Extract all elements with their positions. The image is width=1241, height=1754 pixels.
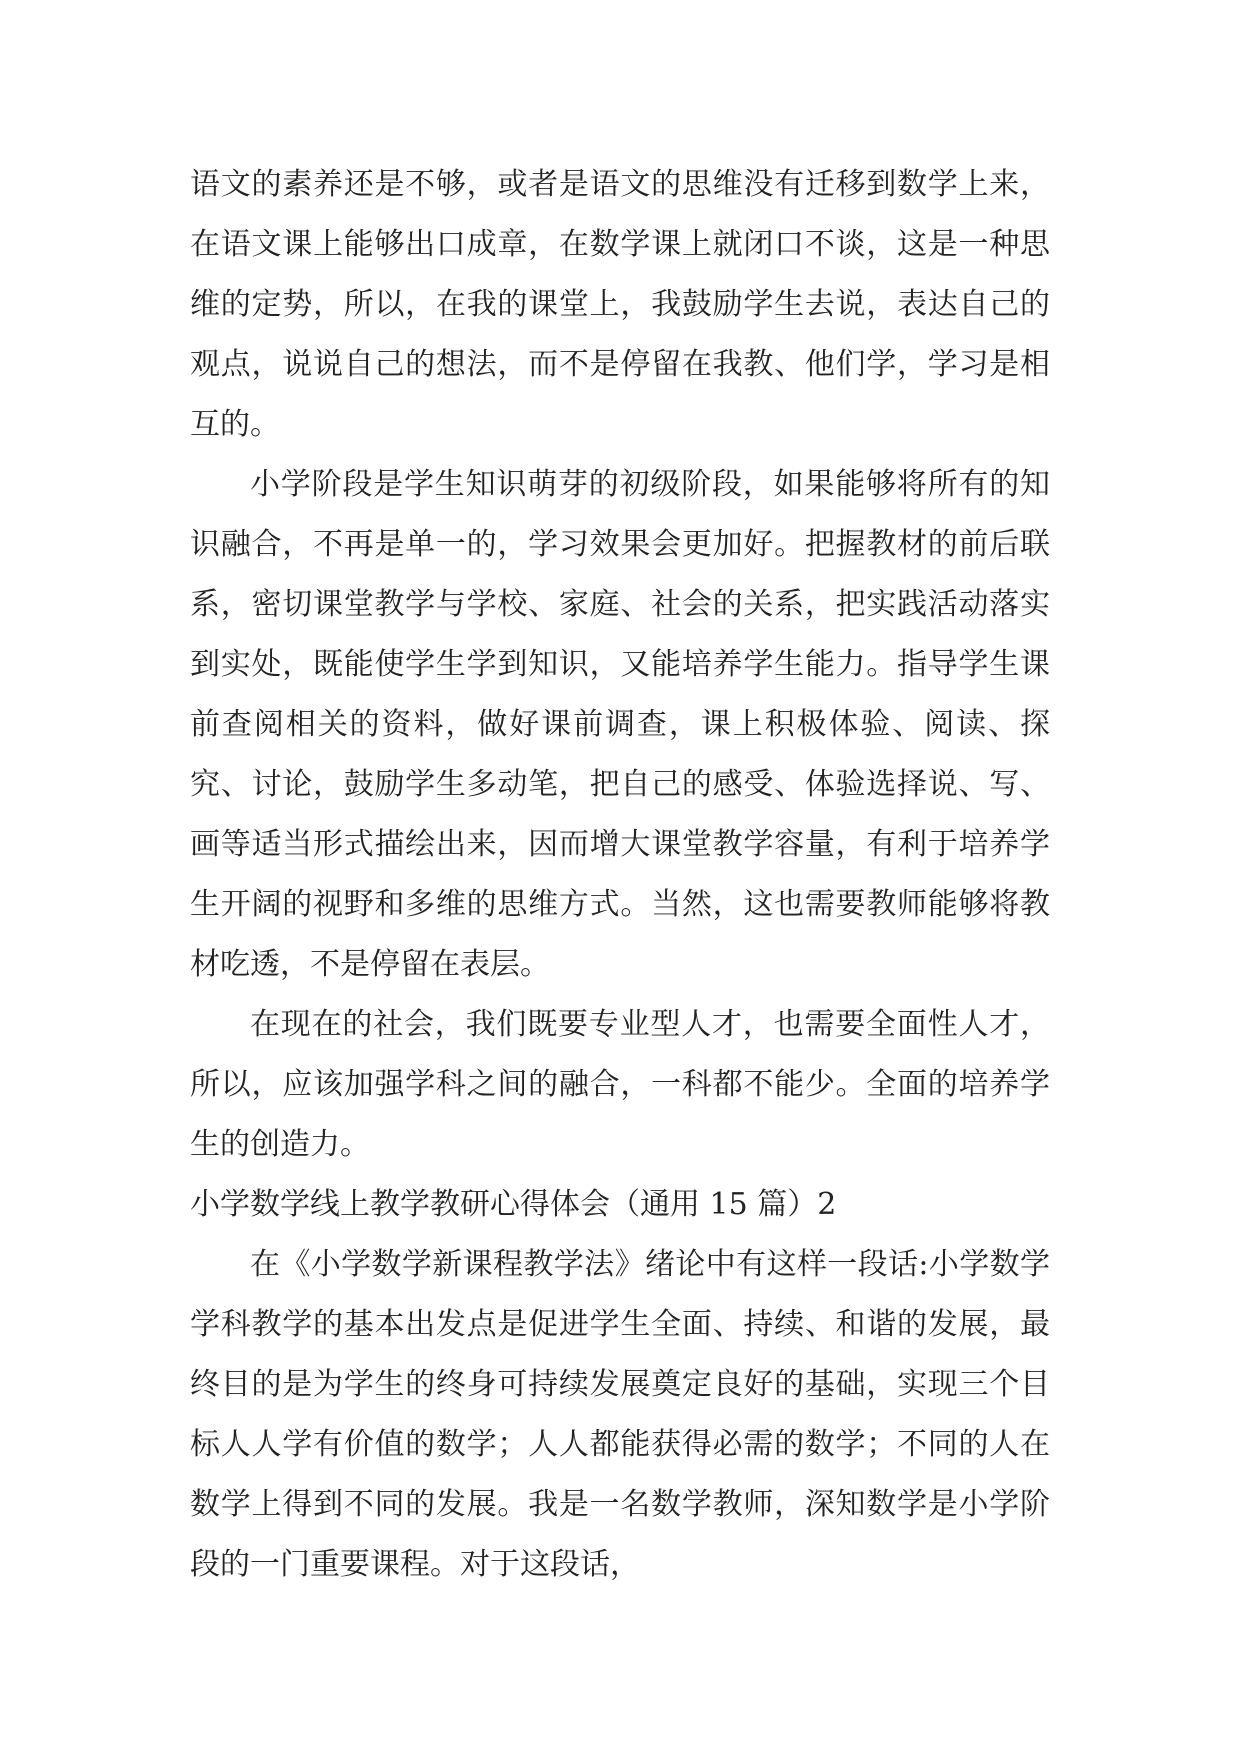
paragraph-2: 小学阶段是学生知识萌芽的初级阶段，如果能够将所有的知识融合，不再是单一的，学习效果会更加好。把握教材的前后联系，密切课堂教学与学校、家庭、社会的关系，把实践活动落实到实处，既能使学生学到知识，又能培养学生能力。指导学生课前查阅相关的资料，做好课前调查，课上积极体验、阅读、探究、讨论，鼓励学生多动笔，把自己的感受、体验选择说、写、画等适当形式描绘出来，因而增大课堂教学容量，有利于培养学生开阔的视野和多维的思维方式。当然，这也需要教师能够将教材吃透，不是停留在表层。 (190, 467, 1050, 982)
paragraph-1: 语文的素养还是不够，或者是语文的思维没有迁移到数学上来，在语文课上能够出口成章，在数学课上就闭口不谈，这是一种思维的定势，所以，在我的课堂上，我鼓励学生去说，表达自己的观点，说说自己的想法，而不是停留在我教、他们学，学习是相互的。 (190, 167, 1050, 442)
document-body (190, 155, 1050, 1595)
paragraph-4: 在《小学数学新课程教学法》绪论中有这样一段话:小学数学学科教学的基本出发点是促进学生全面、持续、和谐的发展，最终目的是为学生的终身可持续发展奠定良好的基础，实现三个目标人人学有价值的数学；人人都能获得必需的数学；不同的人在数学上得到不同的发展。我是一名数学教师，深知数学是小学阶段的一门重要课程。对于这段话， (190, 1247, 1050, 1582)
paragraph-3: 在现在的社会，我们既要专业型人才，也需要全面性人才，所以，应该加强学科之间的融合，一科都不能少。全面的培养学生的创造力。 (190, 1007, 1050, 1162)
section-heading: 小学数学线上教学教研心得体会（通用 15 篇）2 (190, 1187, 837, 1222)
